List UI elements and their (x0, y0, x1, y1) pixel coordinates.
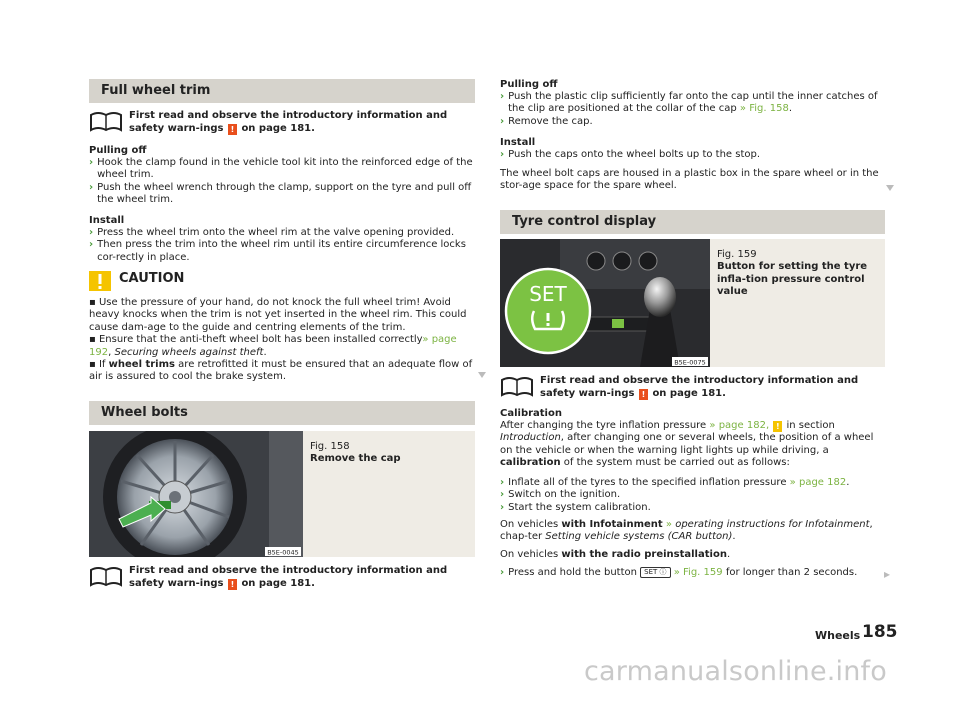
install-list (89, 227, 475, 264)
chevron-right-icon: › (500, 115, 505, 127)
pulling-off-list (500, 91, 885, 128)
list-item: › Push the caps onto the wheel bolts up to the stop. (500, 149, 761, 160)
warning-icon: ! (228, 124, 237, 135)
spare-wheel-note: The wheel bolt caps are housed in a plastic box in the spare wheel or in the stor-age space for the spare wheel. (500, 168, 879, 192)
list-item: › Remove the cap. (500, 115, 593, 127)
caution-item: ▪ Ensure that the anti-theft wheel bolt has been installed correctly» page 192, Securing wheels against theft. (89, 334, 457, 358)
chevron-right-icon: › (89, 239, 94, 251)
book-icon (500, 375, 534, 397)
wheel-image (89, 431, 303, 557)
list-item: › Push the wheel wrench through the clamp, support on the tyre and pull off the wheel trim. (89, 181, 472, 206)
page-link[interactable]: » page 182 (789, 477, 847, 488)
caution-icon (89, 271, 111, 291)
continue-arrow-icon: ▸ (884, 567, 891, 581)
section-heading-tyre-control: Tyre control display (500, 210, 885, 234)
page-number: 185 (862, 622, 898, 642)
chevron-right-icon: › (89, 227, 94, 238)
figure-link[interactable]: » Fig. 159 (673, 567, 723, 578)
list-item: › Start the system calibration. (500, 501, 651, 513)
section-end-marker (886, 185, 894, 191)
chevron-right-icon: › (89, 181, 94, 193)
chevron-right-icon: › (500, 477, 505, 488)
figure-159-caption: Fig. 159 Button for setting the tyre infla-tion pressure control value (717, 249, 868, 298)
list-item: › Press and hold the button SET ⓘ » Fig. 159 for longer than 2 seconds. (500, 567, 858, 578)
chevron-right-icon: › (500, 149, 505, 160)
install-label: Install (500, 137, 536, 148)
caution-item: ▪ If wheel trims are retrofitted it must be ensured that an adequate flow of air is assured to cool the brake system. (89, 359, 473, 383)
book-icon (89, 110, 123, 132)
set-button-glyph: SET ⓘ (640, 567, 670, 578)
set-button-label: SET (529, 282, 567, 306)
pulling-off-list (89, 157, 475, 207)
install-label: Install (89, 215, 125, 226)
figure-code: B5E-0075 (674, 358, 706, 367)
chevron-right-icon: › (500, 567, 505, 578)
chevron-right-icon: › (89, 157, 94, 168)
book-icon (89, 565, 123, 587)
calibration-steps (500, 477, 885, 514)
list-item: › Then press the trim into the wheel rim until its entire circumference locks cor-rectly in place. (89, 239, 466, 263)
page-link[interactable]: » page 182, (709, 420, 770, 431)
caution-icon: ! (773, 421, 782, 432)
chevron-right-icon: › (500, 91, 505, 102)
caution-title: CAUTION (119, 271, 185, 286)
warning-icon: ! (639, 389, 648, 400)
read-first-notice: First read and observe the introductory information and safety warn-ings ! on page 181. (89, 565, 475, 590)
radio-note: On vehicles with the radio preinstallation. (500, 549, 731, 560)
calibration-label: Calibration (500, 408, 562, 419)
list-item: › Hook the clamp found in the vehicle tool kit into the reinforced edge of the wheel trim. (89, 157, 473, 181)
chevron-right-icon: › (500, 501, 505, 513)
reference-link[interactable]: » (665, 519, 673, 530)
pulling-off-label: Pulling off (89, 145, 147, 156)
page-ref[interactable]: on page 181. (241, 122, 315, 134)
press-button-step (500, 567, 885, 579)
watermark: carmanualsonline.info (584, 656, 887, 687)
figure-link[interactable]: » Fig. 158 (739, 103, 789, 115)
list-item: › Push the plastic clip sufficiently far onto the cap until the inner catches of the clip are positioned at the collar of the cap » Fig. 158. (500, 91, 878, 115)
figure-158-caption: Fig. 158 Remove the cap (310, 441, 401, 465)
list-item: › Inflate all of the tyres to the specified inflation pressure » page 182. (500, 477, 850, 488)
calibration-text: After changing the tyre inflation pressure » page 182, ! in section Introduction, after changing one or several wheels, the position of a wheel on the vehicle or when the warning light lights up while driving, a calibration of the system must be carried out as follows: (500, 420, 874, 469)
caution-header (89, 271, 475, 291)
page-ref[interactable]: on page 181. (652, 387, 726, 399)
caution-body (89, 297, 475, 384)
console-image (500, 239, 710, 367)
section-heading-full-wheel-trim: Full wheel trim (89, 79, 475, 103)
page-ref[interactable]: on page 181. (241, 577, 315, 589)
section-heading-wheel-bolts: Wheel bolts (89, 401, 475, 425)
section-end-marker (478, 372, 486, 378)
warning-icon: ! (228, 579, 237, 590)
pulling-off-label: Pulling off (500, 79, 558, 90)
read-first-notice (89, 110, 475, 135)
figure-code: B5E-0045 (267, 548, 299, 557)
chevron-right-icon: › (500, 489, 505, 501)
list-item: › Switch on the ignition. (500, 489, 621, 501)
read-first-notice: First read and observe the introductory information and safety warn-ings ! on page 181. (500, 375, 885, 400)
infotainment-note: On vehicles with Infotainment » operating instructions for Infotainment, chap-ter Setting vehicle systems (CAR button). (500, 519, 873, 543)
caution-item: ▪ Use the pressure of your hand, do not knock the full wheel trim! Avoid heavy knocks when the trim is not yet inserted in the wheel rim. This could cause dam-age to the guide and centring elements of the trim. (89, 297, 467, 333)
read-first-text: First read and observe the introductory information and safety warn-ings (129, 110, 448, 134)
list-item: › Press the wheel trim onto the wheel rim at the valve opening provided. (89, 227, 455, 238)
install-list (500, 149, 885, 161)
footer-section: Wheels (815, 629, 861, 642)
page-link[interactable]: » page 192 (89, 334, 457, 358)
